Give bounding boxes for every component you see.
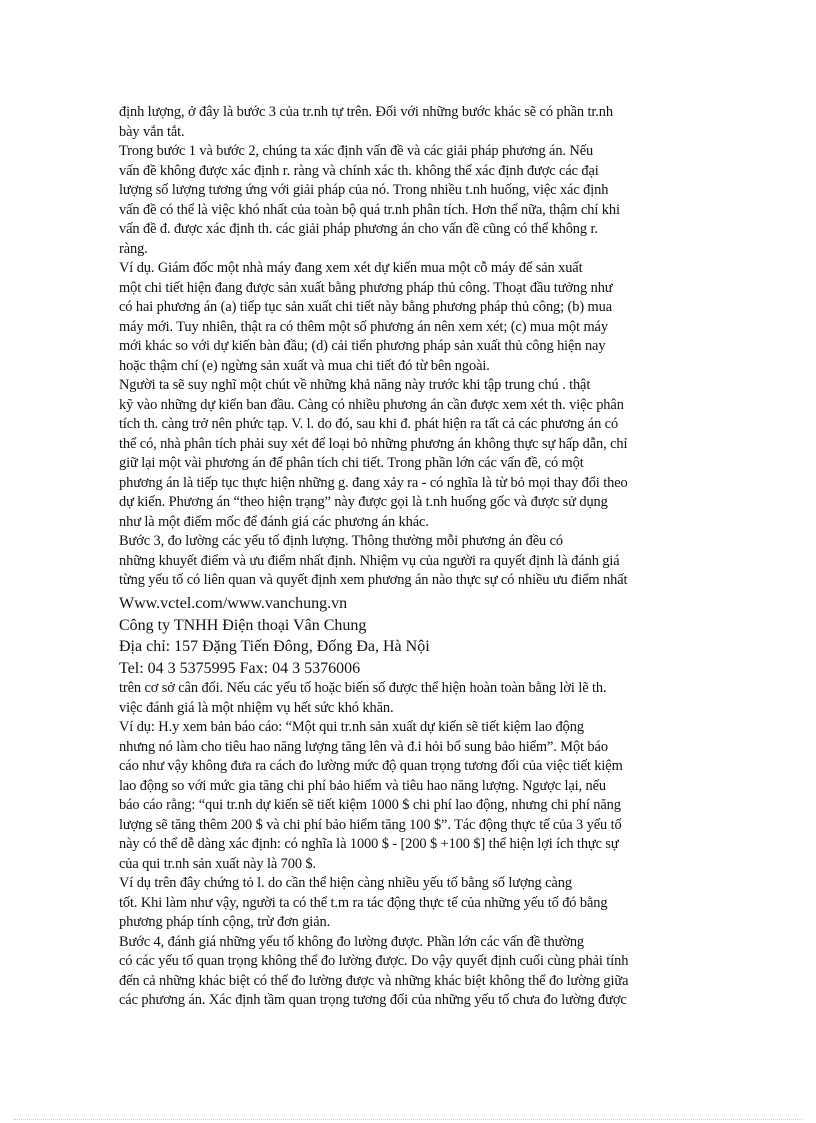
contact-info-block (119, 593, 704, 679)
text-line-24: những khuyết điểm và ưu điểm nhất định. Nhiệm vụ của người ra quyết định là đánh giá (119, 552, 620, 569)
text-line-b-14: Bước 4, đánh giá những yếu tố không đo lường được. Phần lớn các vấn đề thường (119, 933, 585, 950)
text-line-8: ràng. (119, 240, 148, 257)
text-line-16: kỹ vào những dự kiến ban đầu. Càng có nhiều phương án cần được xem xét th. việc phân (119, 396, 624, 413)
text-line-10: một chi tiết hiện đang được sản xuất bằng phương pháp thủ công. Thoạt đầu tưởng như (119, 279, 613, 296)
text-line-b-9: này có thể dễ dàng xác định: có nghĩa là 1000 $ - [200 $ +100 $] thể hiện lợi ích thực sự (119, 836, 619, 852)
text-line-b-1: trên cơ sở cân đối. Nếu các yếu tố hoặc biến số được thể hiện hoàn toàn bằng lời lẽ th. (119, 680, 607, 696)
text-line-22: như là một điểm mốc để đánh giá các phương án khác. (119, 513, 429, 530)
text-line-17: tích th. càng trở nên phức tạp. V. l. do đó, sau khi đ. phát hiện ra tất cả các phương án có (119, 416, 619, 432)
text-line-b-16: đến cả những khác biệt có thể đo lường được và những khác biệt không thể đo lường giữa (119, 972, 629, 989)
contact-line-3: Địa chỉ: 157 Đặng Tiến Đông, Đống Đa, Hà Nội (119, 638, 430, 655)
text-line-18: thể có, nhà phân tích phải suy xét để loại bỏ những phương án không thực sự hấp dẫn, chỉ (119, 435, 628, 452)
text-line-12: máy mới. Tuy nhiên, thật ra có thêm một số phương án nên xem xét; (c) mua một máy (119, 318, 608, 335)
text-line-b-2: việc đánh giá là một nhiệm vụ hết sức khó khăn. (119, 699, 394, 716)
text-line-b-7: báo cáo rằng: “qui tr.nh dự kiến sẽ tiết kiệm 1000 $ chi phí lao động, nhưng chi phí năng (119, 797, 621, 813)
body-text-block-1 (119, 103, 704, 591)
text-line-15: Người ta sẽ suy nghĩ một chút về những khả năng này trước khi tập trung chú . thật (119, 377, 591, 393)
text-line-7: vấn đề đ. được xác định th. các giải pháp phương án cho vấn đề cũng có thể không r. (119, 221, 598, 237)
contact-line-4: Tel: 04 3 5375995 Fax: 04 3 5376006 (119, 659, 361, 677)
text-line-b-12: tốt. Khi làm như vậy, người ta có thể t.m ra tác động thực tế của những yếu tố đó bằng (119, 894, 608, 911)
text-line-19: giữ lại một vài phương án để phân tích chi tiết. Trong phần lớn các vấn đề, có một (119, 455, 584, 471)
text-line-b-8: lượng sẽ tăng thêm 200 $ và chi phí bảo hiểm tăng 100 $”. Tác động thực tế của 3 yếu tố (119, 816, 622, 833)
contact-line-1: Www.vctel.com/www.vanchung.vn (119, 595, 348, 612)
text-line-2: bày vắn tắt. (119, 123, 185, 140)
text-line-b-6: lao động so với mức gia tăng chi phí bảo hiểm và tiêu hao năng lượng. Ngược lại, nếu (119, 777, 607, 794)
text-line-21: dự kiến. Phương án “theo hiện trạng” này được gọi là t.nh huống gốc và được sử dụng (119, 494, 608, 510)
text-line-14: hoặc thậm chí (e) ngừng sản xuất và mua chi tiết đó từ bên ngoài. (119, 357, 490, 374)
text-line-4: vấn đề không được xác định r. ràng và chính xác th. không thể xác định được các đại (119, 162, 599, 179)
text-line-11: có hai phương án (a) tiếp tục sản xuất chi tiết này bằng phương pháp thủ công; (b) mua (119, 299, 612, 315)
text-line-b-3: Ví dụ: H.y xem bản báo cáo: “Một qui tr.nh sản xuất dự kiến sẽ tiết kiệm lao động (119, 719, 584, 735)
text-line-b-5: cáo như vậy không đưa ra cách đo lường mức độ quan trọng tương đối của việc tiết kiệm (119, 758, 623, 774)
text-line-9: Ví dụ. Giám đốc một nhà máy đang xem xét dự kiến mua một cỗ máy để sản xuất (119, 260, 583, 276)
text-line-5: lượng số lượng tương ứng với giải pháp của nó. Trong nhiều t.nh huống, việc xác định (119, 182, 609, 198)
text-line-1: định lượng, ở đây là bước 3 của tr.nh tự trên. Đối với những bước khác sẽ có phần tr.nh (119, 104, 613, 120)
body-text-block-2 (119, 679, 704, 1011)
text-line-b-4: nhưng nó làm cho tiêu hao năng lượng tăng lên và đ.i hỏi bổ sung bảo hiểm”. Một báo (119, 738, 608, 755)
text-line-b-15: có các yếu tố quan trọng không thể đo lường được. Do vậy quyết định cuối cùng phải tính (119, 953, 629, 969)
contact-line-2: Công ty TNHH Điện thoại Vân Chung (119, 616, 367, 634)
text-line-3: Trong bước 1 và bước 2, chúng ta xác định vấn đề và các giải pháp phương án. Nếu (119, 143, 594, 159)
text-line-23: Bước 3, đo lường các yếu tố định lượng. Thông thường mỗi phương án đều có (119, 533, 563, 549)
text-line-b-10: của qui tr.nh sản xuất này là 700 $. (119, 855, 317, 872)
text-line-20: phương án là tiếp tục thực hiện những g. đang xảy ra - có nghĩa là từ bỏ mọi thay đổi theo (119, 474, 628, 491)
text-line-b-13: phương pháp tính cộng, trừ đơn giản. (119, 914, 331, 930)
text-line-25: từng yếu tố có liên quan và quyết định xem phương án nào thực sự có nhiều ưu điểm nhất (119, 572, 628, 588)
page-bottom-rule (14, 1119, 802, 1120)
text-line-b-11: Ví dụ trên đây chứng tỏ l. do cần thể hiện càng nhiều yếu tố bằng số lượng càng (119, 875, 572, 891)
text-line-13: mới khác so với dự kiến bàn đầu; (d) cải tiến phương pháp sản xuất thủ công hiện nay (119, 338, 606, 354)
text-line-b-17: các phương án. Xác định tầm quan trọng tương đối của những yếu tố chưa đo lường được (119, 992, 627, 1008)
text-line-6: vấn đề có thể là việc khó nhất của toàn bộ quá tr.nh phân tích. Hơn thế nữa, thậm chí khi (119, 201, 620, 218)
